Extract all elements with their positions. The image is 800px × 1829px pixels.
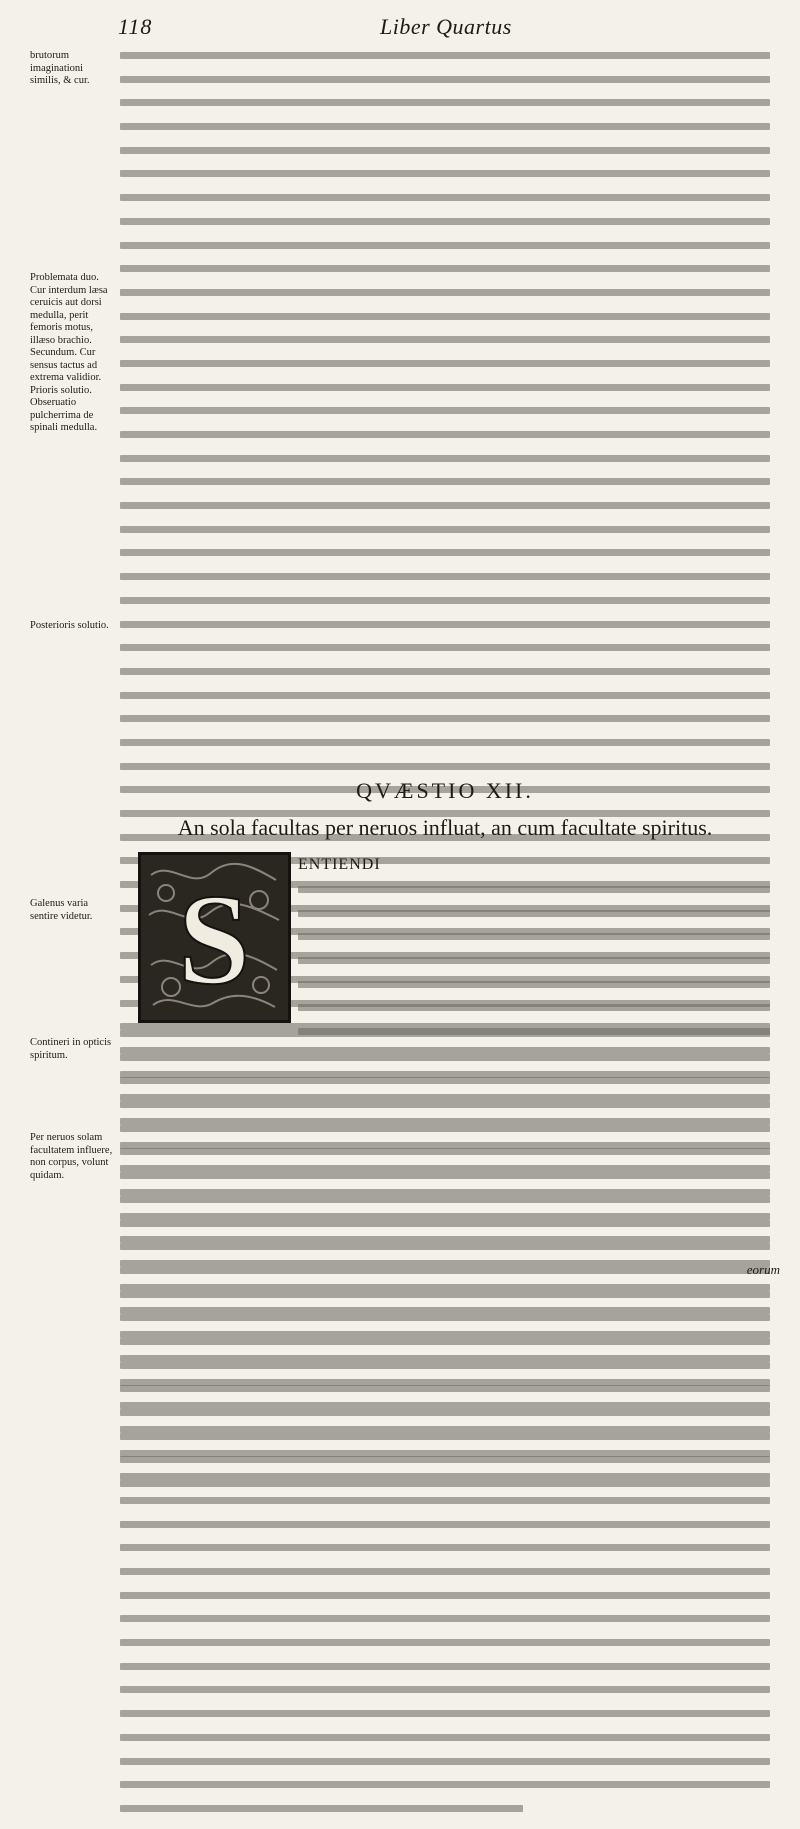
running-head: Liber Quartus [380,14,512,39]
section-subtitle: An sola facultas per neruos influat, an cum facultate spiritus. [177,815,713,840]
ornament-icon [141,855,288,1020]
body-text-lower [120,1030,770,1504]
page-number: 118 [118,14,153,39]
decorated-initial [138,852,291,1023]
margin-note: Per neruos solam facultatem influere, non corpus, volunt quidam. [30,1132,113,1181]
catchword: eorum [746,1262,780,1277]
margin-note: Posterioris solutio. [30,620,109,631]
margin-note: Problemata duo. Cur interdum læsa ceruicis aut dorsi medulla, perit femoris motus, illæso brachio. Secundum. Cur sensus tactus ad extrema validior. Prioris solutio. Obseruatio pulcherrima de spinali medulla. [30,272,108,433]
margin-note: brutorum imaginationi similis, & cur. [30,50,90,86]
body-text-beside-initial [298,886,770,1052]
section-title: QVÆSTIO XII. [356,778,534,803]
initial-letter: S [177,868,251,1012]
page-header [118,14,768,42]
margin-note: Galenus varia sentire videtur. [30,898,93,922]
margin-note: Contineri in opticis spiritum. [30,1037,112,1061]
opening-word: ENTIENDI [298,856,381,873]
